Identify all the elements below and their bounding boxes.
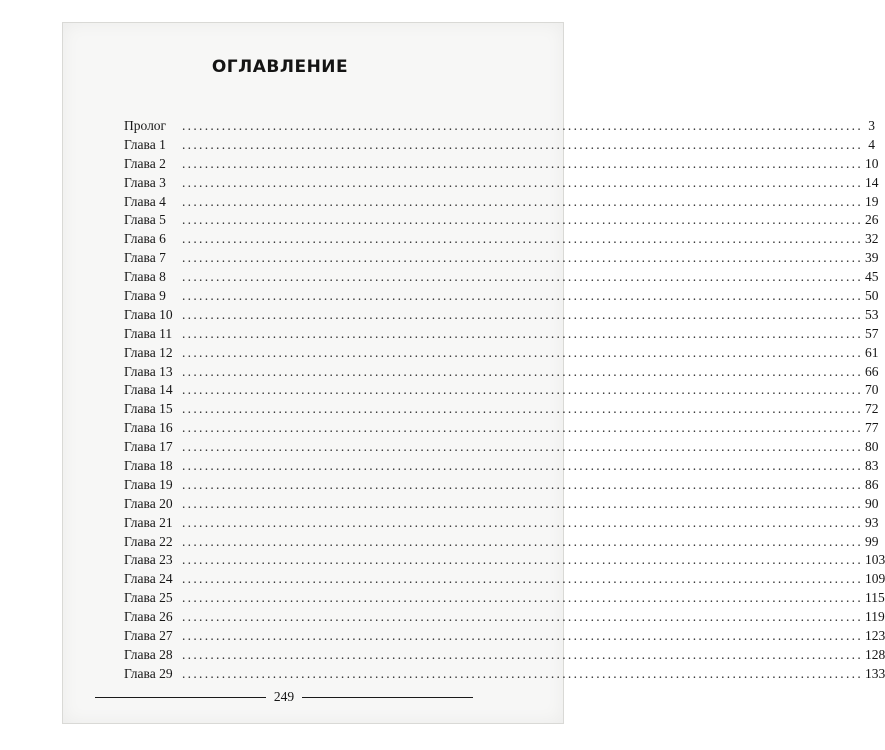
toc-dot-leader: ........................................................................................................................	[182, 533, 863, 549]
toc-entry-page: 61	[865, 344, 879, 360]
toc-entry	[124, 570, 885, 589]
toc-entry-page: 32	[865, 231, 879, 247]
toc-entry-page: 45	[865, 269, 879, 285]
toc-entry-label: Глава 18	[124, 458, 173, 474]
toc-entry	[124, 533, 879, 552]
toc-entry-page: 119	[865, 609, 885, 625]
toc-dot-leader: ........................................................................................................................	[182, 646, 863, 662]
toc-dot-leader: ........................................................................................................................	[182, 552, 863, 568]
toc-entry	[124, 495, 879, 514]
toc-entry-label: Глава 10	[124, 306, 173, 322]
toc-entry	[124, 381, 879, 400]
toc-dot-leader: ........................................................................................................................	[182, 231, 863, 247]
toc-entry-label: Глава 19	[124, 476, 173, 492]
toc-entry	[124, 249, 879, 268]
toc-entry-page: 50	[865, 288, 879, 304]
toc-dot-leader: ........................................................................................................................	[182, 382, 863, 398]
toc-entry-label: Глава 20	[124, 495, 173, 511]
toc-entry-page: 93	[865, 514, 879, 530]
toc-entry-label: Глава 2	[124, 155, 166, 171]
toc-entry-label: Глава 23	[124, 552, 173, 568]
page-number: 249	[273, 689, 295, 704]
toc-entry-label: Глава 14	[124, 382, 173, 398]
toc-entry	[124, 287, 879, 306]
toc-entry-page: 70	[865, 382, 879, 398]
toc-entry-label: Глава 25	[124, 590, 173, 606]
toc-entry-label: Глава 26	[124, 609, 173, 625]
footer-rule-right	[302, 697, 473, 698]
toc-dot-leader: ........................................................................................................................	[182, 628, 863, 644]
toc-entry-page: 128	[865, 646, 885, 662]
toc-entry-page: 4	[868, 136, 875, 152]
toc-dot-leader: ........................................................................................................................	[182, 420, 863, 436]
toc-entry	[124, 551, 885, 570]
toc-entry	[124, 325, 879, 344]
toc-dot-leader: ........................................................................................................................	[182, 212, 863, 228]
page-footer	[95, 687, 473, 707]
toc-entry-label: Глава 16	[124, 420, 173, 436]
toc-entry-label: Глава 4	[124, 193, 166, 209]
toc-entry-page: 123	[865, 628, 885, 644]
toc-entry-page: 83	[865, 458, 879, 474]
toc-entry-page: 19	[865, 193, 879, 209]
toc-entry-page: 115	[865, 590, 885, 606]
toc-dot-leader: ........................................................................................................................	[182, 288, 863, 304]
toc-entry	[124, 268, 879, 287]
toc-entry-label: Глава 11	[124, 325, 173, 341]
toc-dot-leader: ........................................................................................................................	[182, 590, 863, 606]
toc-entry	[124, 627, 885, 646]
toc-entry-page: 72	[865, 401, 879, 417]
toc-entry-label: Глава 29	[124, 665, 173, 681]
toc-dot-leader: ........................................................................................................................	[182, 325, 863, 341]
toc-entry	[124, 155, 879, 174]
toc-dot-leader: ........................................................................................................................	[182, 363, 863, 379]
toc-entry-label: Глава 5	[124, 212, 166, 228]
toc-entry-page: 10	[865, 155, 879, 171]
toc-entry-page: 90	[865, 495, 879, 511]
toc-entry	[124, 665, 885, 684]
toc-entry-page: 26	[865, 212, 879, 228]
toc-entry	[124, 230, 879, 249]
toc-entry-label: Глава 7	[124, 250, 166, 266]
footer-rule-left	[95, 697, 266, 698]
toc-entry	[124, 438, 879, 457]
toc-dot-leader: ........................................................................................................................	[182, 458, 863, 474]
toc-dot-leader: ........................................................................................................................	[182, 155, 863, 171]
toc-entry-label: Глава 1	[124, 136, 166, 152]
toc-entry	[124, 136, 875, 155]
toc-dot-leader: ........................................................................................................................	[182, 306, 863, 322]
toc-entry	[124, 344, 879, 363]
toc-entry-label: Глава 13	[124, 363, 173, 379]
toc-entry-page: 103	[865, 552, 885, 568]
toc-entry-label: Глава 24	[124, 571, 173, 587]
page-title: ОГЛАВЛЕНИЕ	[211, 57, 349, 77]
toc-entry	[124, 608, 885, 627]
toc-entry-label: Глава 15	[124, 401, 173, 417]
toc-dot-leader: ........................................................................................................................	[182, 476, 863, 492]
toc-entry	[124, 400, 879, 419]
toc-entry	[124, 174, 879, 193]
toc-entry-page: 80	[865, 439, 879, 455]
toc-entry-label: Глава 28	[124, 646, 173, 662]
toc-entry-page: 14	[865, 174, 879, 190]
toc-entry-label: Глава 12	[124, 344, 173, 360]
toc-entry-label: Глава 22	[124, 533, 173, 549]
toc-dot-leader: ........................................................................................................................	[182, 495, 863, 511]
toc-dot-leader: ........................................................................................................................	[182, 439, 863, 455]
toc-entry-page: 3	[868, 118, 875, 133]
toc-entry-label: Глава 21	[124, 514, 173, 530]
toc-dot-leader: ........................................................................................................................	[182, 118, 863, 133]
toc-entry-label: Глава 17	[124, 439, 173, 455]
toc-entry-label: Глава 9	[124, 288, 166, 304]
table-of-contents	[124, 117, 885, 684]
toc-entry	[124, 193, 879, 212]
toc-dot-leader: ........................................................................................................................	[182, 401, 863, 417]
toc-dot-leader: ........................................................................................................................	[182, 571, 863, 587]
toc-entry	[124, 211, 879, 230]
toc-entry-label: Глава 27	[124, 628, 173, 644]
toc-entry	[124, 646, 885, 665]
toc-entry	[124, 476, 879, 495]
toc-entry-page: 109	[865, 571, 885, 587]
toc-entry-page: 53	[865, 306, 879, 322]
toc-entry-label: Пролог	[124, 118, 167, 133]
toc-entry	[124, 419, 879, 438]
toc-dot-leader: ........................................................................................................................	[182, 514, 863, 530]
toc-dot-leader: ........................................................................................................................	[182, 665, 863, 681]
toc-entry-page: 66	[865, 363, 879, 379]
toc-dot-leader: ........................................................................................................................	[182, 136, 863, 152]
toc-entry	[124, 589, 885, 608]
toc-dot-leader: ........................................................................................................................	[182, 269, 863, 285]
toc-entry-label: Глава 8	[124, 269, 166, 285]
toc-entry	[124, 363, 879, 382]
toc-dot-leader: ........................................................................................................................	[182, 609, 863, 625]
toc-entry	[124, 306, 879, 325]
toc-entry-page: 133	[865, 665, 885, 681]
toc-dot-leader: ........................................................................................................................	[182, 250, 863, 266]
toc-entry-page: 77	[865, 420, 879, 436]
toc-dot-leader: ........................................................................................................................	[182, 344, 863, 360]
toc-entry-page: 39	[865, 250, 879, 266]
toc-entry-label: Глава 3	[124, 174, 166, 190]
toc-entry-page: 86	[865, 476, 879, 492]
toc-entry	[124, 457, 879, 476]
toc-dot-leader: ........................................................................................................................	[182, 174, 863, 190]
toc-dot-leader: ........................................................................................................................	[182, 193, 863, 209]
toc-entry-page: 99	[865, 533, 879, 549]
toc-entry-page: 57	[865, 325, 879, 341]
toc-entry	[124, 117, 875, 136]
toc-entry-label: Глава 6	[124, 231, 166, 247]
toc-entry	[124, 514, 879, 533]
